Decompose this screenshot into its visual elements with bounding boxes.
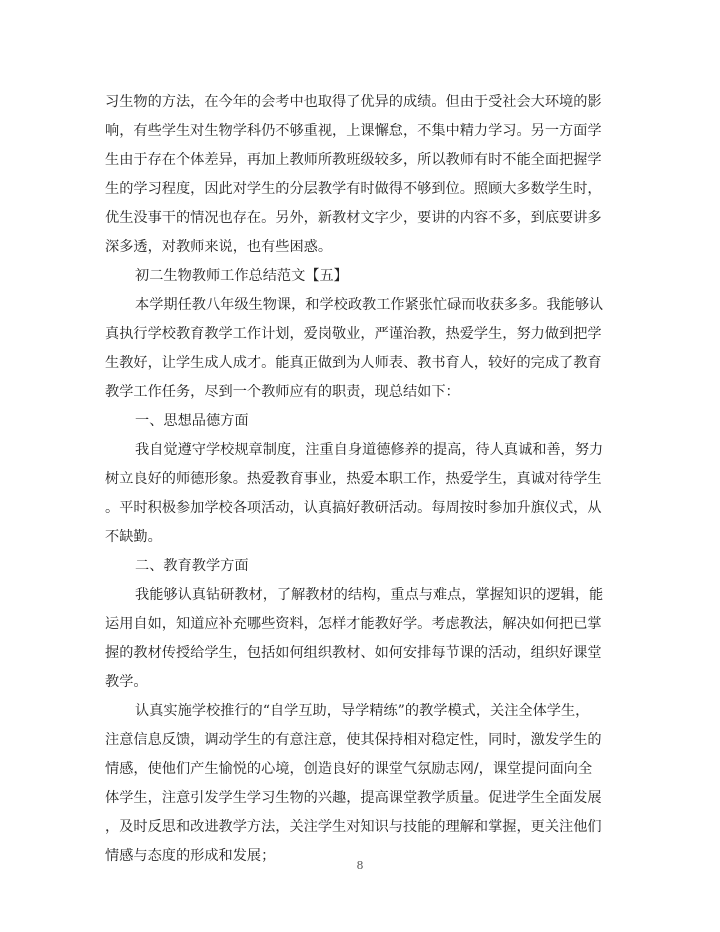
text-line: 教学工作任务，尽到一个教师应有的职责，现总结如下： <box>105 384 460 400</box>
text-line: 注意信息反馈，调动学生的有意注意，使其保持相对稳定性，同时，激发学生的 <box>105 732 602 748</box>
text-line: 生的学习程度，因此对学生的分层教学有时做得不够到位。照顾大多数学生时， <box>105 181 602 197</box>
text-line: 优生没事干的情况也存在。另外，新教材文字少，要讲的内容不多，到底要讲多 <box>105 210 602 226</box>
text-line: 情感，使他们产生愉悦的心境，创造良好的课堂气氛励志网/，课堂提问面向全 <box>105 761 593 777</box>
text-line: 深多透，对教师来说，也有些困惑。 <box>105 239 333 255</box>
subsection-heading: 一、思想品德方面 <box>135 413 249 429</box>
text-line: 握的教材传授给学生，包括如何组织教材、如何安排每节课的活动，组织好课堂 <box>105 645 602 661</box>
text-line: 认真实施学校推行的“自学互助，导学精练”的教学模式，关注全体学生， <box>135 703 590 719</box>
text-line: 响，有些学生对生物学科仍不够重视，上课懈怠，不集中精力学习。另一方面学 <box>105 123 602 139</box>
text-line: 体学生，注意引发学生学习生物的兴趣，提高课堂教学质量。促进学生全面发展 <box>105 790 602 806</box>
text-line: 我能够认真钻研教材，了解教材的结构，重点与难点，掌握知识的逻辑，能 <box>135 587 604 603</box>
text-line: 教学。 <box>105 674 148 690</box>
text-line: 树立良好的师德形象。热爱教育事业，热爱本职工作，热爱学生，真诚对待学生 <box>105 471 602 487</box>
text-line: ，及时反思和改进教学方法，关注学生对知识与技能的理解和掌握，更关注他们 <box>105 819 602 835</box>
page-number: 8 <box>356 859 364 872</box>
text-line: 不缺勤。 <box>105 529 162 545</box>
subsection-heading: 二、教育教学方面 <box>135 558 249 574</box>
text-line: 生教好，让学生成人成才。能真正做到为人师表、教书育人，较好的完成了教育 <box>105 355 602 371</box>
text-line: 情感与态度的形成和发展； <box>105 848 276 864</box>
text-line: 运用自如，知道应补充哪些资料，怎样才能教好学。考虑教法，解决如何把已掌 <box>105 616 602 632</box>
text-line: 我自觉遵守学校规章制度，注重自身道德修养的提高，待人真诚和善，努力 <box>135 442 604 458</box>
text-line: 生由于存在个体差异，再加上教师所教班级较多，所以教师有时不能全面把握学 <box>105 152 602 168</box>
text-line: 本学期任教八年级生物课，和学校政教工作紧张忙碌而收获多多。我能够认 <box>135 297 604 313</box>
text-line: 习生物的方法，在今年的会考中也取得了优异的成绩。但由于受社会大环境的影 <box>105 94 602 110</box>
section-heading: 初二生物教师工作总结范文【五】 <box>135 268 348 284</box>
text-line: 真执行学校教育教学工作计划，爱岗敬业，严谨治教，热爱学生，努力做到把学 <box>105 326 602 342</box>
text-line: 。平时积极参加学校各项活动，认真搞好教研活动。每周按时参加升旗仪式，从 <box>105 500 602 516</box>
